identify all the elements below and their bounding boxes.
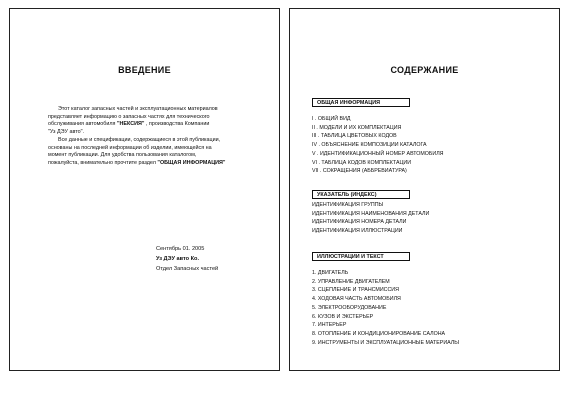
toc-item: 7. ИНТЕРЬЕР [312, 322, 347, 329]
toc-item: 5. ЭЛЕКТРООБОРУДОВАНИЕ [312, 304, 387, 311]
section-heading-general-info: ОБЩАЯ ИНФОРМАЦИЯ [312, 98, 410, 107]
intro-line: "Уз ДЭУ авто". [48, 128, 85, 135]
toc-item: 3. СЦЕПЛЕНИЕ И ТРАНСМИССИЯ [312, 287, 399, 294]
toc-item: 9. ИНСТРУМЕНТЫ И ЭКСПЛУАТАЦИОННЫЕ МАТЕРИАЛЫ [312, 339, 459, 346]
toc-item: VII . СОКРАЩЕНИЯ (АББРЕВИАТУРА) [312, 168, 407, 175]
toc-item: ИДЕНТИФИКАЦИЯ НОМЕРА ДЕТАЛИ [312, 219, 407, 226]
intro-line: обслуживания автомобиля "НЕКСИЯ" , производства Компании [48, 121, 210, 128]
company-name: Уз ДЭУ авто Ко. [156, 256, 200, 262]
toc-item: VI . ТАБЛИЦА КОДОВ КОМПЛЕКТАЦИИ [312, 159, 412, 166]
section-heading-index: УКАЗАТЕЛЬ (ИНДЕКС) [312, 190, 410, 199]
note-line: Все данные и спецификации, содержащиеся в этой публикации, [58, 137, 221, 143]
illustrations-list [312, 269, 459, 347]
note-line: основаны на последней информации об изделии, имеющейся на [48, 144, 212, 151]
toc-item: 4. ХОДОВАЯ ЧАСТЬ АВТОМОБИЛЯ [312, 296, 401, 303]
toc-item: 2. УПРАВЛЕНИЕ ДВИГАТЕЛЕМ [312, 278, 390, 285]
toc-item: ИДЕНТИФИКАЦИЯ НАИМЕНОВАНИЯ ДЕТАЛИ [312, 210, 430, 217]
contents-page [289, 8, 560, 371]
toc-item: I . ОБЩИЙ ВИД [312, 116, 351, 122]
toc-item: 8. ОТОПЛЕНИЕ И КОНДИЦИОНИРОВАНИЕ САЛОНА [312, 330, 446, 337]
intro-paragraph [48, 106, 261, 136]
department-name: Отдел Запасных частей [156, 266, 219, 272]
introduction-title: ВВЕДЕНИЕ [118, 65, 171, 75]
note-paragraph [48, 137, 261, 167]
general-info-list [312, 115, 444, 176]
toc-item: II . МОДЕЛИ И ИХ КОМПЛЕКТАЦИЯ [312, 124, 402, 131]
introduction-page [9, 8, 280, 371]
toc-item: 1. ДВИГАТЕЛЬ [312, 270, 349, 276]
signature-block [156, 244, 218, 274]
intro-line: Этот каталог запасных частей и эксплуатационных материалов [58, 106, 218, 112]
note-line: пожалуйста, внимательно прочтите раздел "ОБЩАЯ ИНФОРМАЦИЯ" [48, 159, 226, 166]
section-heading-illustrations: ИЛЛЮСТРАЦИИ И ТЕКСТ [312, 252, 410, 261]
contents-title: СОДЕРЖАНИЕ [390, 65, 459, 75]
publication-date: Сентябрь 01. 2005 [156, 246, 205, 252]
toc-item: 6. КУЗОВ И ЭКСТЕРЬЕР [312, 313, 374, 320]
note-line: момент публикации. Для удобства пользования каталогом, [48, 152, 197, 159]
toc-item: ИДЕНТИФИКАЦИЯ ИЛЛЮСТРАЦИИ [312, 228, 403, 235]
index-list [312, 201, 429, 236]
section-reference: "ОБЩАЯ ИНФОРМАЦИЯ" [157, 159, 226, 166]
intro-line: представляет информацию о запасных частях для технического [48, 113, 210, 120]
toc-item: ИДЕНТИФИКАЦИЯ ГРУППЫ [312, 202, 384, 208]
model-name: "НЕКСИЯ" [116, 121, 145, 128]
toc-item: III . ТАБЛИЦА ЦВЕТОВЫХ КОДОВ [312, 133, 397, 140]
toc-item: IV . ОБЪЯСНЕНИЕ КОМПОЗИЦИИ КАТАЛОГА [312, 142, 427, 149]
toc-item: V . ИДЕНТИФИКАЦИОННЫЙ НОМЕР АВТОМОБИЛЯ [312, 150, 444, 157]
